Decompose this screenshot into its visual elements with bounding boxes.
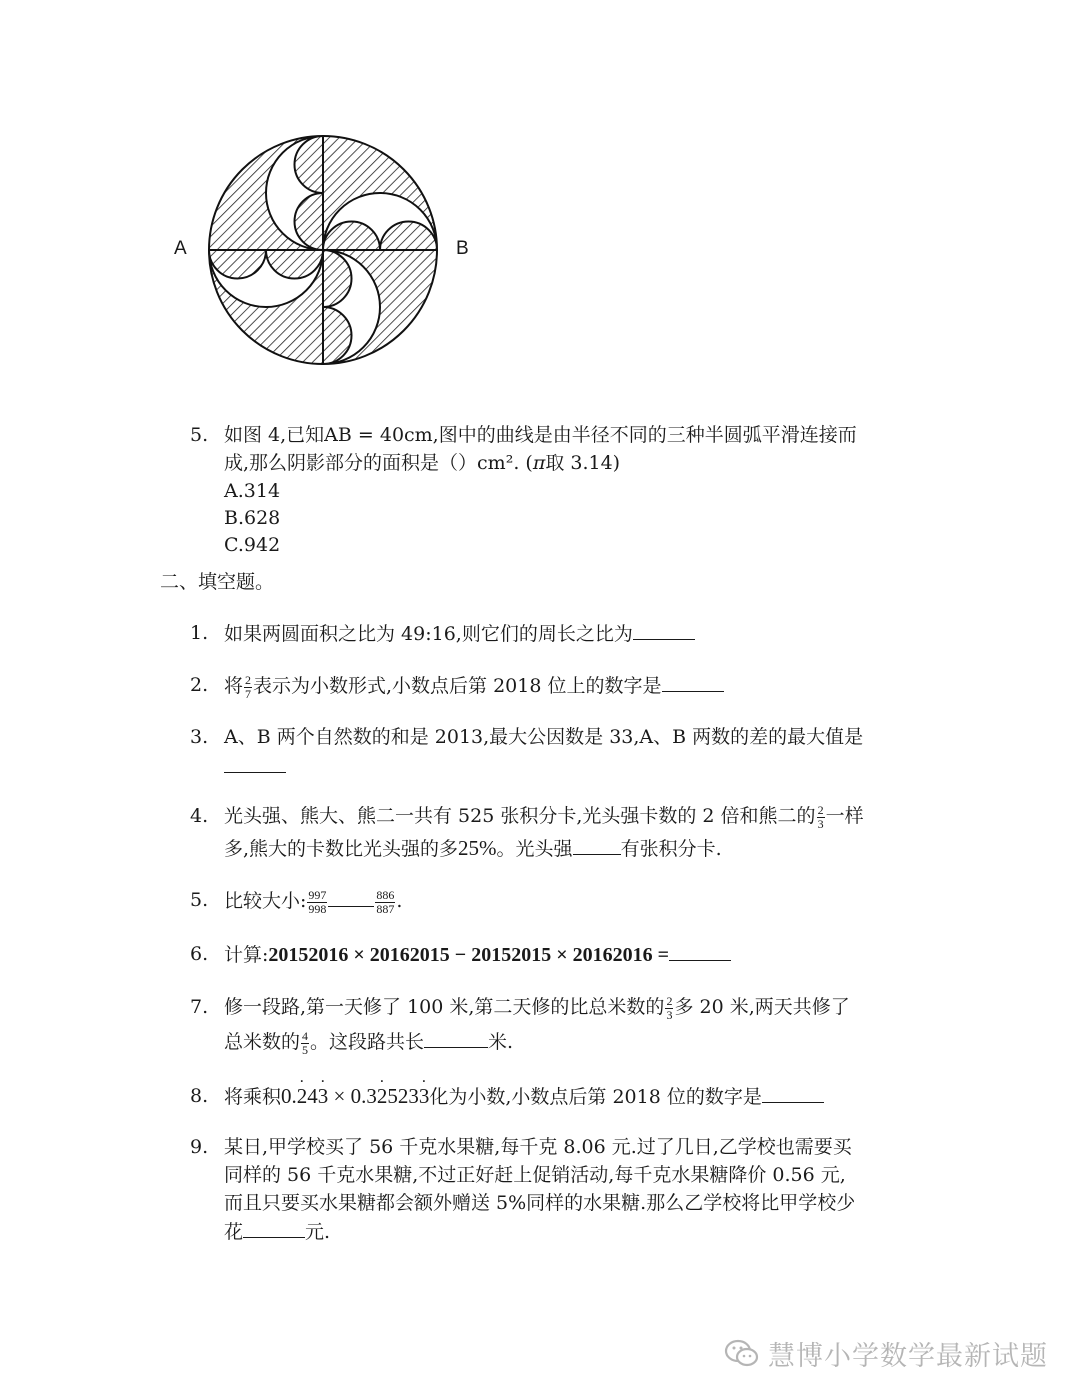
fill-2-text: 将 $\frac{2}{7}$ 表示为小数形式,小数点后第 2018 位上的数字是	[224, 671, 724, 701]
fill-7-line2: 总米数的 $\frac{4}{5}$ 。这段路共长 米.	[224, 1028, 514, 1057]
watermark-text: 慧博小学数学最新试题	[768, 1341, 1048, 1372]
fill-9-line1: 某日,甲学校买了 56 千克水果糖,每千克 8.06 元.过了几日,乙学校也需要买	[224, 1136, 852, 1158]
section-2-title: 二、填空题。	[160, 571, 275, 593]
option-b: B.628	[224, 507, 281, 529]
fill-5-number: 5.	[190, 889, 209, 911]
fill-4-line2: 多,熊大的卡数比光头强的多25%。光头强 有张积分卡.	[224, 836, 722, 860]
answer-blank[interactable]	[669, 940, 731, 961]
fill-7-line1: 修一段路,第一天修了 100 米,第二天修的比总米数的 $\frac{2}{3}$ 多 20 米,两天共修了	[224, 993, 850, 1022]
pinwheel-figure	[170, 128, 480, 378]
point-a-label: A	[174, 238, 187, 259]
calc-expression: 20152016 × 20162015 − 20152015 × 20162016 =	[268, 944, 669, 966]
repeating-decimal-2: 0.32 ˙5233 ˙	[351, 1084, 430, 1108]
fill-9-line4: 花 元.	[224, 1217, 330, 1246]
fill-8-number: 8.	[190, 1085, 209, 1107]
fill-8-text: 将乘积0.2 ˙43 ˙ × 0.32 ˙5233 ˙化为小数,小数点后第 2018 位的数字是	[224, 1082, 824, 1111]
fill-6-text: 计算:20152016 × 20162015 − 20152015 × 20162016 =	[224, 940, 731, 969]
answer-blank[interactable]	[573, 834, 621, 855]
point-b-label: B	[456, 238, 469, 259]
fraction-4-5: $\frac{4}{5}$	[302, 1028, 309, 1057]
fill-4-line1: 光头强、熊大、熊二一共有 525 张积分卡,光头强卡数的 2 倍和熊二的 $\frac{2}{3}$ 一样	[224, 802, 864, 831]
fill-2-number: 2.	[190, 674, 209, 696]
fill-1-text: 如果两圆面积之比为 49:16,则它们的周长之比为	[224, 619, 695, 648]
fill-5-text: 比较大小: $\frac{997}{998}$ $\frac{886}{887}$ .	[224, 887, 403, 916]
answer-blank[interactable]	[224, 752, 286, 773]
watermark	[724, 1334, 1048, 1373]
answer-blank[interactable]	[662, 671, 724, 692]
question-5-line1: 如图 4,已知AB = 40cm,图中的曲线是由半径不同的三种半圆弧平滑连接而	[224, 424, 857, 446]
fill-9-line3: 而且只要买水果糖都会额外赠送 5%同样的水果糖.那么乙学校将比甲学校少	[224, 1192, 856, 1214]
option-a: A.314	[224, 480, 281, 502]
option-c: C.942	[224, 534, 281, 556]
question-5-line2: 成,那么阴影部分的面积是（）cm². (π取 3.14)	[224, 452, 621, 474]
answer-blank[interactable]	[243, 1217, 305, 1238]
answer-blank[interactable]	[633, 619, 695, 640]
fill-4-number: 4.	[190, 805, 209, 827]
question-5-number: 5.	[190, 424, 209, 446]
fraction-2-7: $\frac{2}{7}$	[245, 672, 252, 701]
fill-6-number: 6.	[190, 943, 209, 965]
fill-1-number: 1.	[190, 622, 209, 644]
fill-9-line2: 同样的 56 千克水果糖,不过正好赶上促销活动,每千克水果糖降价 0.56 元,	[224, 1164, 846, 1186]
answer-blank[interactable]	[424, 1027, 488, 1048]
fraction-997-998: $\frac{997}{998}$	[308, 887, 327, 916]
fraction-2-3: $\frac{2}{3}$	[817, 802, 824, 831]
figure-4	[170, 128, 480, 378]
fraction-2-3: $\frac{2}{3}$	[666, 993, 673, 1022]
fill-3-text: A、B 两个自然数的和是 2013,最大公因数是 33,A、B 两数的差的最大值是	[224, 726, 864, 748]
wechat-icon	[724, 1339, 760, 1369]
fill-7-number: 7.	[190, 996, 209, 1018]
pi-symbol: π	[532, 452, 546, 474]
answer-blank[interactable]	[762, 1082, 824, 1103]
fill-3-number: 3.	[190, 726, 209, 748]
answer-blank[interactable]	[328, 886, 374, 907]
fraction-886-887: $\frac{886}{887}$	[376, 887, 395, 916]
fill-9-number: 9.	[190, 1136, 209, 1158]
repeating-decimal-1: 0.2 ˙43 ˙	[281, 1084, 328, 1108]
